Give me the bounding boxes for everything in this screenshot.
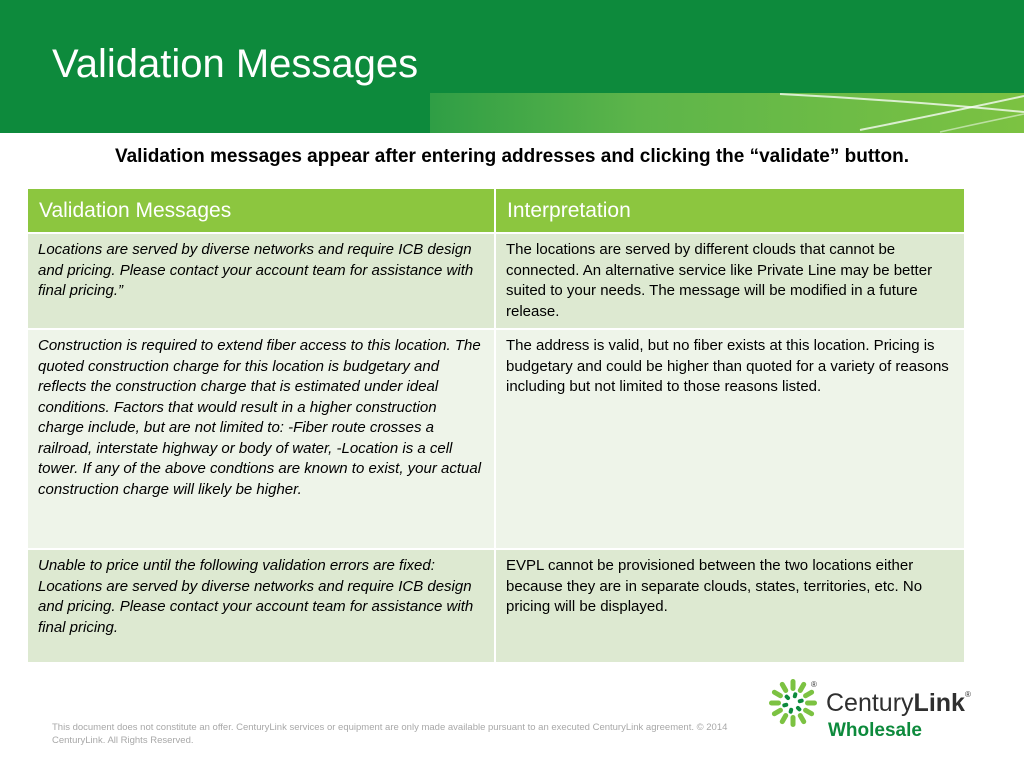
centurylink-logo: [768, 678, 1008, 748]
table-row: [27, 329, 965, 549]
interpretation-cell: EVPL cannot be provisioned between the two locations either because they are in separate clouds, states, territories, etc. No pricing will be displayed.: [495, 549, 965, 663]
logo-subtitle: Wholesale: [828, 720, 922, 741]
message-cell: Unable to price until the following validation errors are fixed: Locations are served by diverse networks and require ICB design and pricing. Please contact your account team for assistance with final pricing.: [27, 549, 495, 663]
interpretation-cell: The address is valid, but no fiber exists at this location. Pricing is budgetary and could be higher than quoted for a variety of reasons including but not limited to those reasons listed.: [495, 329, 965, 549]
message-cell: Construction is required to extend fiber access to this location. The quoted construction charge for this location is budgetary and reflects the construction charge that is estimated under ideal conditions. Factors that would result in a higher construction charge include, but are not limited to: -Fiber route crosses a railroad, interstate highway or body of water, -Location is a cell tower. If any of the above condtions are known to exist, your actual construction charge will likely be higher.: [27, 329, 495, 549]
logo-wordmark: [826, 688, 971, 718]
message-cell: Locations are served by diverse networks and require ICB design and pricing. Please contact your account team for assistance with final pricing.”: [27, 233, 495, 329]
logo-name-bold: Link: [913, 689, 965, 717]
table-row: [27, 233, 965, 329]
table-header-row: [27, 188, 965, 233]
header-band: [0, 0, 1024, 133]
slide-title: Validation Messages: [52, 42, 419, 86]
logo-registered-mark: ®: [964, 690, 971, 699]
logo-mark-registered: ®: [811, 680, 817, 689]
validation-messages-table: [26, 187, 966, 664]
footer-disclaimer: This document does not constitute an offer. CenturyLink services or equipment are only made available pursuant to an executed CenturyLink agreement. © 2014 CenturyLink. All Rights Reserved.: [52, 722, 728, 746]
table-row: [27, 549, 965, 663]
column-header-interpretation: Interpretation: [495, 188, 965, 233]
column-header-validation-messages: Validation Messages: [27, 188, 495, 233]
slide-subtitle: Validation messages appear after entering addresses and clicking the “validate” button.: [114, 146, 910, 167]
interpretation-cell: The locations are served by different clouds that cannot be connected. An alternative service like Private Line may be better suited to your needs. The message will be modified in a future release.: [495, 233, 965, 329]
logo-name-regular: Century: [826, 689, 914, 717]
